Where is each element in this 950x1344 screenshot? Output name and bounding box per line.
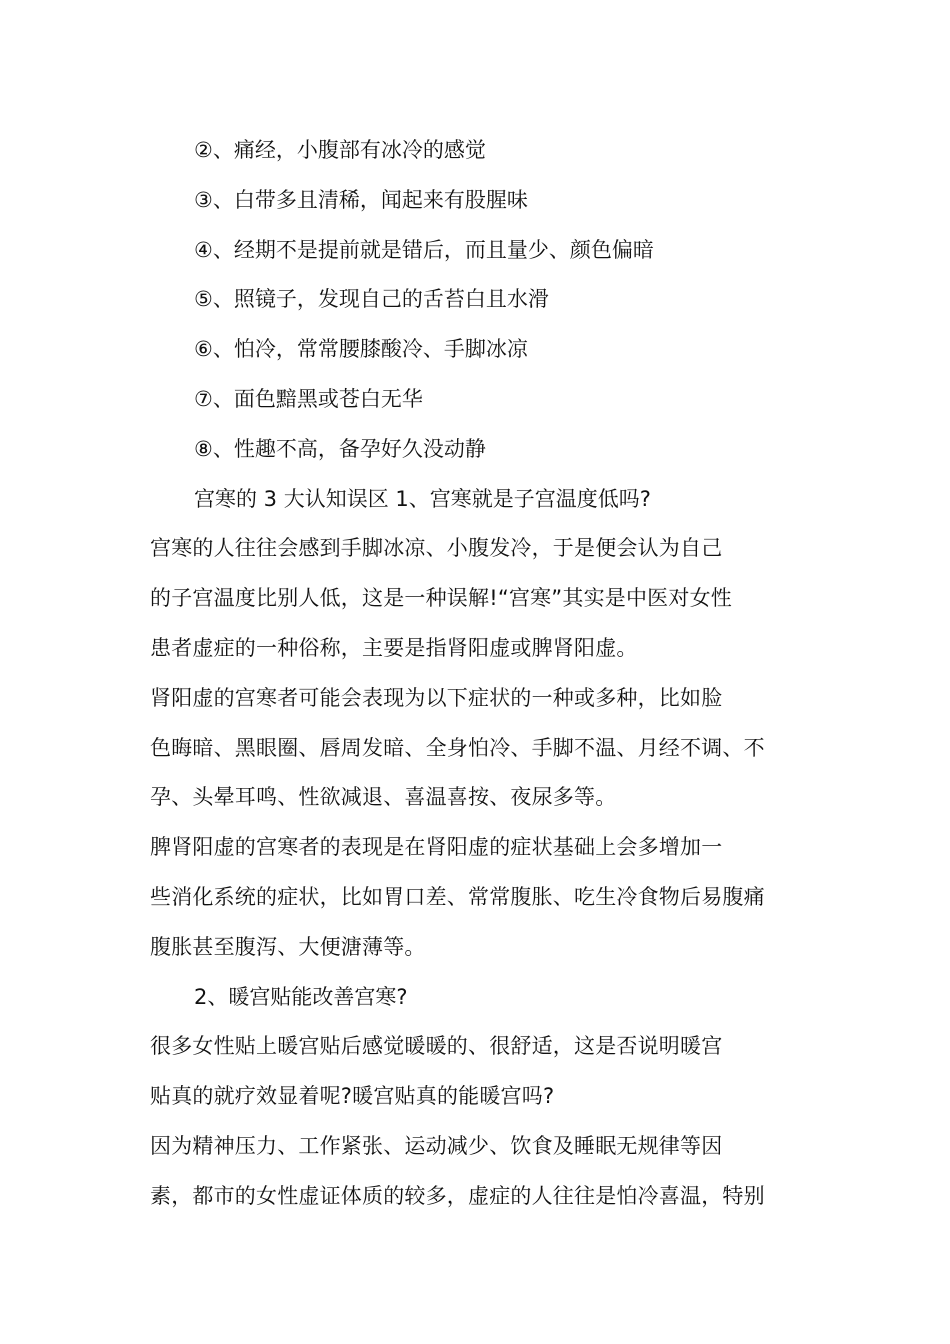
symptom-item-3: ③、白带多且清稀，闻起来有股腥味: [194, 187, 528, 212]
symptom-item-5: ⑤、照镜子，发现自己的舌苔白且水滑: [194, 287, 549, 312]
paragraph-line: 的子宫温度比别人低，这是一种误解!“宫寒”其实是中医对女性: [150, 586, 732, 611]
paragraph-spleen-kidney-yang-deficiency: [150, 823, 802, 972]
paragraph-kidney-yang-deficiency: [150, 674, 802, 823]
paragraph-line: 很多女性贴上暖宫贴后感觉暖暖的、很舒适，这是否说明暖宫: [150, 1034, 723, 1059]
paragraph-line: 腹胀甚至腹泻、大便溏薄等。: [150, 934, 426, 959]
paragraph-line: 色晦暗、黑眼圈、唇周发暗、全身怕冷、手脚不温、月经不调、不: [150, 735, 765, 760]
document-body: [150, 126, 802, 1222]
paragraph-line: 宫寒的人往往会感到手脚冰凉、小腹发冷，于是便会认为自己: [150, 536, 723, 561]
paragraph-line: 因为精神压力、工作紧张、运动减少、饮食及睡眠无规律等因: [150, 1133, 723, 1158]
symptom-item-8: ⑧、性趣不高，备孕好久没动静: [194, 436, 486, 461]
sub-heading-warming-patch: 2、暖宫贴能改善宫寒?: [194, 984, 408, 1009]
paragraph-line: 素，都市的女性虚证体质的较多，虚症的人往往是怕冷喜温，特别: [150, 1183, 765, 1208]
paragraph-warming-patch-question: [150, 1022, 802, 1122]
paragraph-line: 孕、头晕耳鸣、性欲减退、喜温喜按、夜尿多等。: [150, 785, 617, 810]
section-heading-misconceptions: 宫寒的 3 大认知误区 1、宫寒就是子宫温度低吗?: [194, 486, 651, 511]
paragraph-line: 肾阳虚的宫寒者可能会表现为以下症状的一种或多种，比如脸: [150, 685, 723, 710]
paragraph-urban-women: [150, 1122, 802, 1222]
paragraph-line: 患者虚症的一种俗称，主要是指肾阳虚或脾肾阳虚。: [150, 635, 638, 660]
symptom-item-7: ⑦、面色黯黑或苍白无华: [194, 386, 423, 411]
paragraph-line: 贴真的就疗效显着呢?暖宫贴真的能暖宫吗?: [150, 1084, 555, 1109]
paragraph-line: 脾肾阳虚的宫寒者的表现是在肾阳虚的症状基础上会多增加一: [150, 835, 723, 860]
symptom-item-2: ②、痛经，小腹部有冰冷的感觉: [194, 138, 486, 162]
paragraph-uterine-cold-explained: [150, 524, 802, 673]
symptom-item-6: ⑥、怕冷，常常腰膝酸冷、手脚冰凉: [194, 337, 528, 362]
paragraph-line: 些消化系统的症状，比如胃口差、常常腹胀、吃生冷食物后易腹痛: [150, 884, 765, 909]
symptom-item-4: ④、经期不是提前就是错后，而且量少、颜色偏暗: [194, 237, 654, 262]
